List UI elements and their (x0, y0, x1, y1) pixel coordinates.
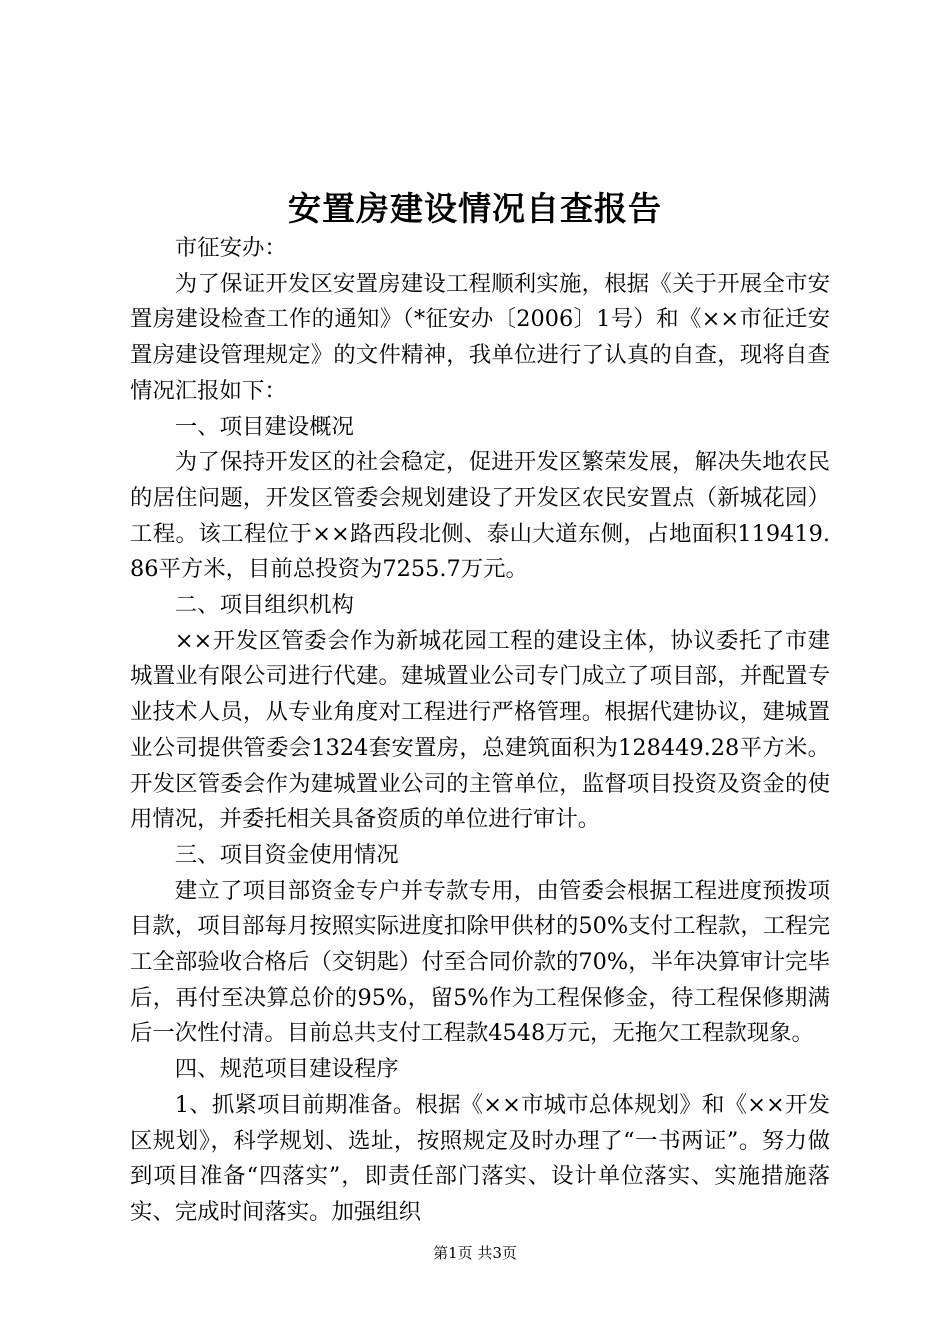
section-heading: 一、项目建设概况 (174, 413, 354, 440)
section-heading: 四、规范项目建设程序 (174, 1056, 399, 1083)
body-paragraph: ××开发区管委会作为新城花园工程的建设主体，协议委托了市建城置业有限公司进行代建。建城置业公司专门成立了项目部，并配置专业技术人员，从专业角度对工程进行严格管理。根据代建协议，建城置业公司提供管委会1324套安置房，总建筑面积为128449.28平方米。开发区管委会作为建城置业公司的主管单位，监督项目投资及资金的使用情况，并委托相关具备资质的单位进行审计。 (130, 627, 830, 833)
section-heading: 三、项目资金使用情况 (174, 841, 399, 868)
page-number: 第1页 共3页 (433, 1244, 517, 1262)
salutation: 市征安办： (174, 235, 287, 261)
body-paragraph: 为了保持开发区的社会稳定，促进开发区繁荣发展，解决失地农民的居住问题，开发区管委会规划建设了开发区农民安置点（新城花园）工程。该工程位于××路西段北侧、泰山大道东侧，占地面积119419.86平方米，目前总投资为7255.7万元。 (130, 449, 830, 583)
body-paragraph: 为了保证开发区安置房建设工程顺利实施，根据《关于开展全市安置房建设检查工作的通知》（*征安办〔2006〕1号）和《××市征迁安置房建设管理规定》的文件精神，我单位进行了认真的自查，现将自查情况汇报如下： (130, 270, 830, 404)
body-paragraph: 建立了项目部资金专户并专款专用，由管委会根据工程进度预拨项目款，项目部每月按照实际进度扣除甲供材的50%支付工程款，工程完工全部验收合格后（交钥匙）付至合同价款的70%，半年决算审计完毕后，再付至决算总价的95%，留5%作为工程保修金，待工程保修期满后一次性付清。目前总共支付工程款4548万元，无拖欠工程款现象。 (130, 877, 830, 1047)
section-heading: 二、项目组织机构 (174, 592, 354, 619)
body-paragraph: 1、抓紧项目前期准备。根据《××市城市总体规划》和《××开发区规划》，科学规划、选址，按照规定及时办理了“一书两证”。努力做到项目准备“四落实”，即责任部门落实、设计单位落实、实施措施落实、完成时间落实。加强组织 (130, 1091, 830, 1225)
document-body (130, 231, 830, 1231)
document-title: 安置房建设情况自查报告 (288, 189, 662, 228)
